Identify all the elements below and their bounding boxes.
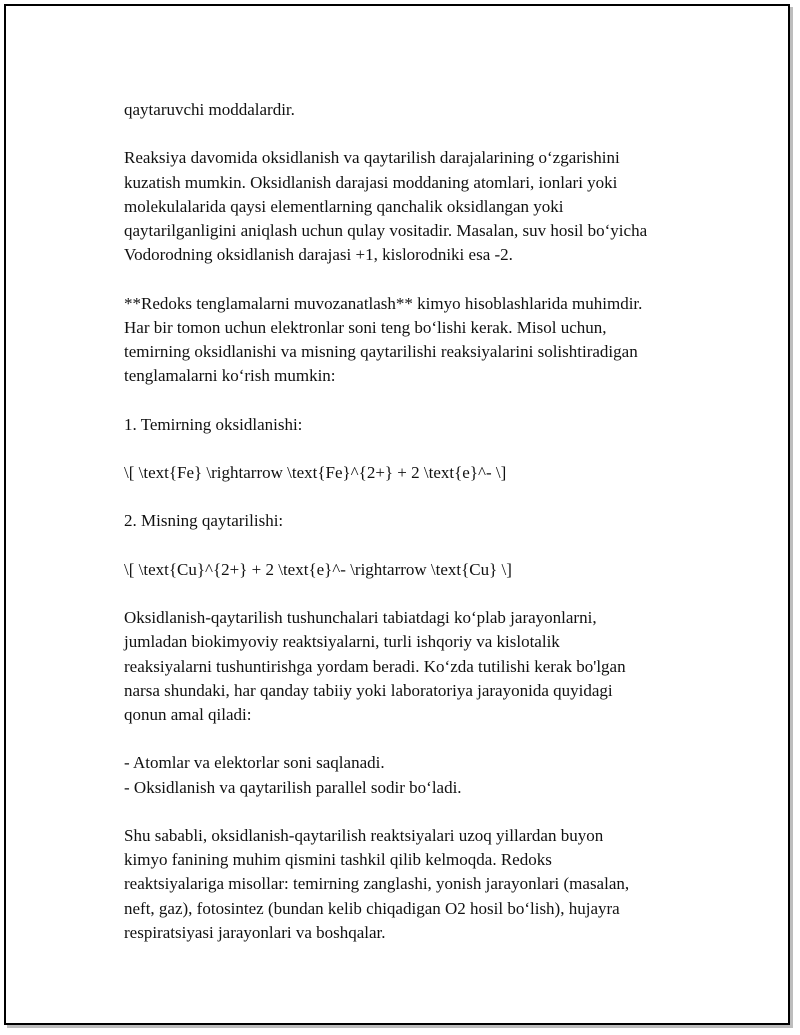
paragraph-conclusion: Shu sababli, oksidlanish-qaytarilish reaktsiyalari uzoq yillardan buyon kimyo fanining muhim qismini tashkil qilib kelmoqda. Redoks reaktsiyalariga misollar: temirning zanglashi, yonish jarayonlari (masalan, neft, gaz), fotosintez (bundan kelib chiqadigan O2 hosil bo‘lish), hujayra respiratsiyasi jarayonlari va boshqalar. (124, 825, 630, 942)
paragraph-oxidation-state: Reaksiya davomida oksidlanish va qaytarilish darajalarining o‘zgarishini kuzatish mumkin. Oksidlanish darajasi moddaning atomlari, ionlari yoki molekulalarida qaysi elementlarning qanchalik oksidlangan yoki qaytarilganligini aniqlash uchun qulay vositadir. Masalan, suv hosil bo‘yicha Vodorodning oksidlanish darajasi +1, kislorodniki esa -2. (124, 148, 648, 265)
equation-copper-reduction: \[ \text{Cu}^{2+} + 2 \text{e}^- \rightarrow \text{Cu} \] (124, 559, 512, 579)
list-heading-copper-reduction: 2. Misning qaytarilishi: (124, 511, 284, 531)
bullet-list-laws: - Atomlar va elektorlar soni saqlanadi. - Oksidlanish va qaytarilish parallel sodir bo‘ladi. (124, 753, 462, 797)
document-page (4, 4, 790, 1025)
document-body (124, 98, 704, 945)
paragraph-natural-processes: Oksidlanish-qaytarilish tushunchalari tabiatdagi ko‘plab jarayonlarni, jumladan biokimyoviy reaktsiyalarni, turli ishqoriy va kislotalik reaksiyalarni tushuntirishga yordam beradi. Ko‘zda tutilishi kerak bo'lgan narsa shundaki, har qanday tabiiy yoki laboratoriya jarayonida quyidagi qonun amal qiladi: (124, 608, 626, 724)
paragraph-intro: qaytaruvchi moddalardir. (124, 100, 295, 119)
paragraph-redox-balancing: **Redoks tenglamalarni muvozanatlash** kimyo hisoblashlarida muhimdir. Har bir tomon uchun elektronlar soni teng bo‘lishi kerak. Misol uchun, temirning oksidlanishi va misning qaytarilishi reaksiyalarini solishtiradigan tenglamalarni ko‘rish mumkin: (124, 293, 643, 386)
equation-iron-oxidation: \[ \text{Fe} \rightarrow \text{Fe}^{2+} + 2 \text{e}^- \] (124, 462, 507, 482)
list-heading-iron-oxidation: 1. Temirning oksidlanishi: (124, 414, 303, 434)
